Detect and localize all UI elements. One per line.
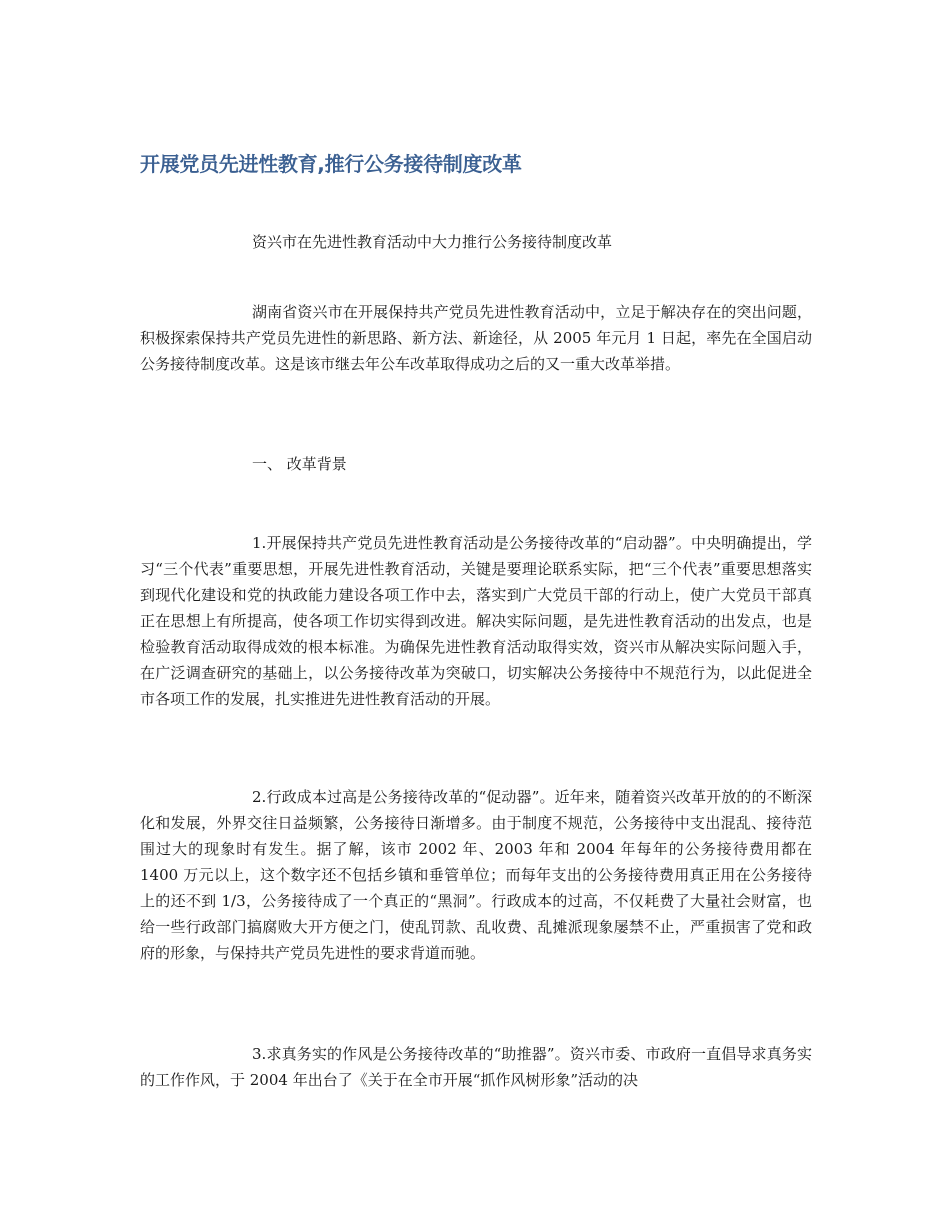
document-subtitle: 资兴市在先进性教育活动中大力推行公务接待制度改革 [252, 233, 613, 251]
body-paragraph-3: 3.求真务实的作风是公务接待改革的“助推器”。资兴市委、市政府一直倡导求真务实的工作作风，于 2004 年出台了《关于在全市开展“抓作风树形象”活动的决 [140, 1045, 812, 1089]
section-heading: 一、 改革背景 [252, 455, 347, 473]
intro-paragraph: 湖南省资兴市在开展保持共产党员先进性教育活动中，立足于解决存在的突出问题，积极探索保持共产党员先进性的新思路、新方法、新途径，从 2005 年元月 1 日起，率先在全国启动公务接待制度改革。这是该市继去年公车改革取得成功之后的又一重大改革举措。 [140, 303, 812, 373]
body-paragraph-1: 1.开展保持共产党员先进性教育活动是公务接待改革的“启动器”。中央明确提出，学习“三个代表”重要思想，开展先进性教育活动，关键是要理论联系实际，把“三个代表”重要思想落实到现代化建设和党的执政能力建设各项工作中去，落实到广大党员干部的行动上，使广大党员干部真正在思想上有所提高，使各项工作切实得到改进。解决实际问题，是先进性教育活动的出发点，也是检验教育活动取得成效的根本标准。为确保先进性教育活动取得实效，资兴市从解决实际问题入手，在广泛调查研究的基础上，以公务接待改革为突破口，切实解决公务接待中不规范行为，以此促进全市各项工作的发展，扎实推进先进性教育活动的开展。 [140, 534, 812, 708]
body-paragraph-2: 2.行政成本过高是公务接待改革的“促动器”。近年来，随着资兴改革开放的的不断深化和发展，外界交往日益频繁，公务接待日渐增多。由于制度不规范，公务接待中支出混乱、接待范围过大的现象时有发生。据了解，该市 2002 年、2003 年和 2004 年每年的公务接待费用都在 1400 万元以上，这个数字还不包括乡镇和垂管单位；而每年支出的公务接待费用真正用在公务接待上的还不到 1/3，公务接待成了一个真正的“黑洞”。行政成本的过高，不仅耗费了大量社会财富，也给一些行政部门搞腐败大开方便之门，使乱罚款、乱收费、乱摊派现象屡禁不止，严重损害了党和政府的形象，与保持共产党员先进性的要求背道而驰。 [140, 788, 812, 962]
document-title: 开展党员先进性教育,推行公务接待制度改革 [140, 152, 522, 176]
